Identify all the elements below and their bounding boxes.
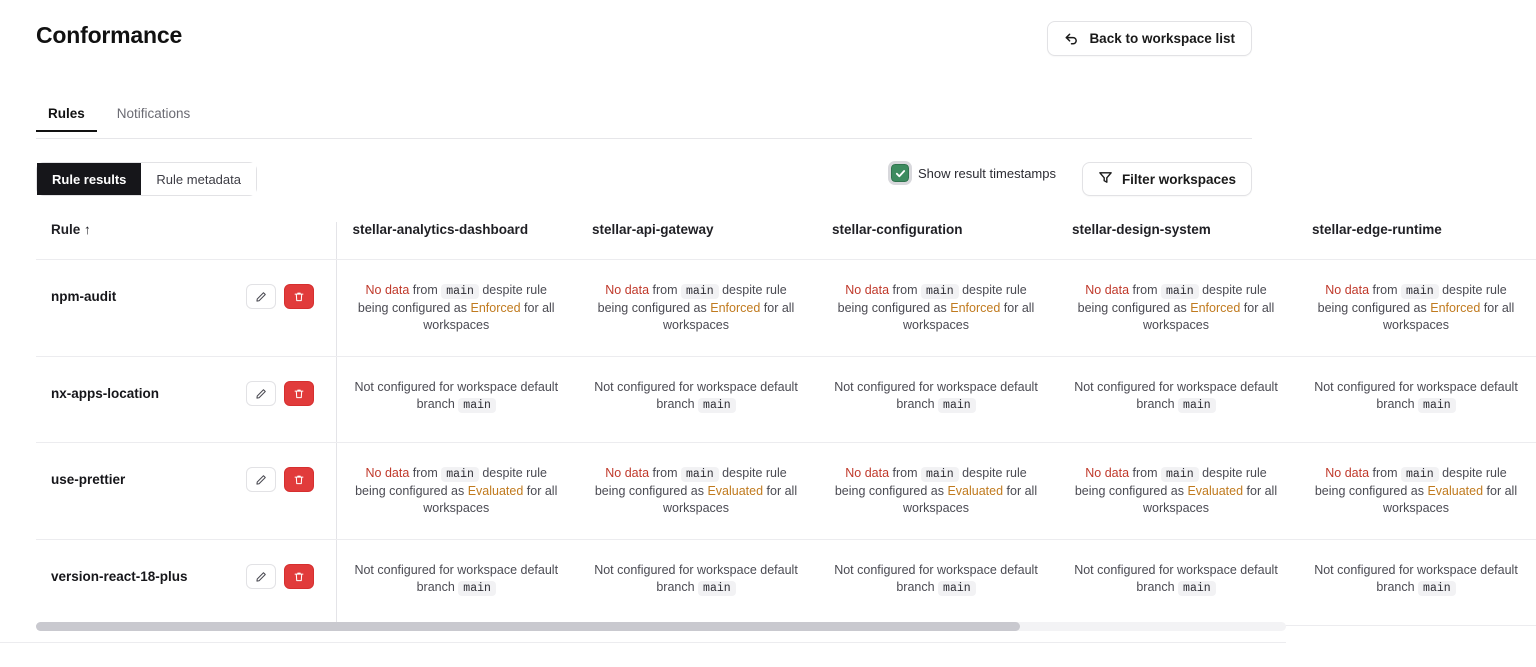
branch-tag: main [1418, 581, 1456, 596]
delete-rule-button[interactable] [284, 564, 314, 589]
result-text: from [892, 466, 918, 480]
not-configured-label: Not configured for workspace default branch [1314, 380, 1518, 411]
result-text: from [1132, 466, 1158, 480]
not-configured-label: Not configured for workspace default branch [1074, 380, 1278, 411]
column-header-workspace[interactable]: stellar-api-gateway [576, 222, 816, 260]
result-text-3: for all workspaces [903, 301, 1035, 332]
rule-actions [246, 284, 314, 309]
result-cell [336, 443, 576, 540]
result-cell [1296, 357, 1536, 443]
result-text-3: for all workspaces [423, 301, 555, 332]
result-cell [336, 540, 576, 626]
result-text: from [652, 283, 678, 297]
branch-tag: main [698, 398, 736, 413]
result-text-2: despite rule being configured as [837, 283, 1027, 315]
branch-tag: main [1401, 284, 1439, 299]
edit-rule-button[interactable] [246, 564, 276, 589]
rule-status-label: Enforced [470, 301, 521, 315]
branch-tag: main [1418, 398, 1456, 413]
rule-actions [246, 467, 314, 492]
result-text-2: despite rule being configured as [834, 466, 1027, 498]
rule-status-label: Enforced [1430, 301, 1481, 315]
not-configured-label: Not configured for workspace default branch [834, 563, 1038, 594]
result-text-2: despite rule being configured as [1077, 283, 1267, 315]
result-text-2: despite rule being configured as [355, 466, 547, 498]
not-configured-label: Not configured for workspace default branch [354, 563, 559, 594]
rule-name: nx-apps-location [51, 386, 160, 401]
rule-status-label: Evaluated [1427, 484, 1484, 498]
rule-name: npm-audit [51, 289, 117, 304]
back-button-label: Back to workspace list [1089, 31, 1235, 46]
back-to-workspace-list-button[interactable] [1047, 21, 1252, 56]
page-title: Conformance [36, 22, 183, 48]
not-configured-label: Not configured for workspace default branch [354, 380, 559, 411]
result-cell [816, 260, 1056, 357]
table-body [36, 260, 1536, 626]
branch-tag: main [1161, 284, 1199, 299]
result-cell [1296, 260, 1536, 357]
rule-status-label: Enforced [950, 301, 1001, 315]
segment-rule-metadata[interactable]: Rule metadata [141, 163, 256, 195]
result-text-2: despite rule being configured as [597, 283, 787, 315]
result-text: from [1372, 283, 1398, 297]
result-cell [1296, 540, 1536, 626]
result-cell [336, 357, 576, 443]
delete-rule-button[interactable] [284, 381, 314, 406]
show-timestamps-label: Show result timestamps [918, 165, 1056, 181]
rule-status-label: Evaluated [467, 484, 524, 498]
bottom-divider [0, 642, 1286, 643]
result-cell [1296, 443, 1536, 540]
result-cell [576, 260, 816, 357]
filter-icon [1098, 170, 1113, 188]
rule-status-label: Evaluated [707, 484, 764, 498]
rule-cell [36, 443, 336, 540]
table-toolbar [36, 162, 1252, 196]
not-configured-label: Not configured for workspace default branch [834, 380, 1038, 411]
result-text-2: despite rule being configured as [1074, 466, 1267, 498]
table-row [36, 357, 1536, 443]
branch-tag: main [1178, 581, 1216, 596]
branch-tag: main [458, 398, 496, 413]
result-text-3: for all workspaces [1383, 484, 1518, 515]
result-text-3: for all workspaces [663, 484, 798, 515]
result-text: from [652, 466, 678, 480]
result-text: from [892, 283, 918, 297]
result-text: from [1132, 283, 1158, 297]
sort-ascending-icon: ↑ [84, 222, 91, 237]
no-data-label: No data [365, 466, 410, 480]
branch-tag: main [938, 581, 976, 596]
not-configured-label: Not configured for workspace default branch [594, 380, 798, 411]
branch-tag: main [441, 284, 479, 299]
no-data-label: No data [1325, 283, 1370, 297]
table-head [36, 222, 1536, 260]
column-header-workspace[interactable]: stellar-configuration [816, 222, 1056, 260]
edit-rule-button[interactable] [246, 467, 276, 492]
column-header-workspace[interactable]: stellar-edge-runtime [1296, 222, 1536, 260]
rules-table-container [36, 222, 1518, 627]
result-cell [1056, 540, 1296, 626]
not-configured-label: Not configured for workspace default branch [594, 563, 798, 594]
segment-rule-results[interactable]: Rule results [37, 163, 141, 195]
branch-tag: main [681, 467, 719, 482]
rule-name: version-react-18-plus [51, 569, 188, 584]
tab-rules[interactable]: Rules [36, 106, 97, 132]
horizontal-scrollbar-thumb[interactable] [36, 622, 1020, 631]
tab-notifications[interactable]: Notifications [105, 106, 203, 132]
result-cell [576, 443, 816, 540]
branch-tag: main [1161, 467, 1199, 482]
rule-status-label: Enforced [1190, 301, 1241, 315]
rule-status-label: Evaluated [947, 484, 1004, 498]
rules-table [36, 222, 1536, 626]
branch-tag: main [698, 581, 736, 596]
result-text-3: for all workspaces [1143, 301, 1275, 332]
result-cell [336, 260, 576, 357]
result-cell [1056, 443, 1296, 540]
not-configured-label: Not configured for workspace default branch [1074, 563, 1278, 594]
result-text-3: for all workspaces [423, 484, 558, 515]
horizontal-scrollbar-track[interactable] [36, 622, 1286, 631]
rule-cell [36, 357, 336, 443]
branch-tag: main [458, 581, 496, 596]
result-text: from [1372, 466, 1398, 480]
branch-tag: main [1178, 398, 1216, 413]
rule-actions [246, 381, 314, 406]
result-cell [576, 357, 816, 443]
delete-rule-button[interactable] [284, 284, 314, 309]
no-data-label: No data [845, 283, 890, 297]
branch-tag: main [921, 284, 959, 299]
result-text-3: for all workspaces [1383, 301, 1515, 332]
table-row [36, 443, 1536, 540]
no-data-label: No data [1085, 283, 1130, 297]
view-mode-segmented-control [36, 162, 257, 196]
table-row [36, 260, 1536, 357]
branch-tag: main [938, 398, 976, 413]
edit-rule-button[interactable] [246, 284, 276, 309]
result-text-2: despite rule being configured as [1317, 283, 1507, 315]
result-text-2: despite rule being configured as [1314, 466, 1507, 498]
result-text-3: for all workspaces [663, 301, 795, 332]
branch-tag: main [1401, 467, 1439, 482]
edit-rule-button[interactable] [246, 381, 276, 406]
rule-actions [246, 564, 314, 589]
filter-button-label: Filter workspaces [1121, 171, 1236, 187]
rule-cell [36, 260, 336, 357]
table-header-row [36, 222, 1536, 260]
column-header-workspace[interactable]: stellar-analytics-dashboard [336, 222, 576, 260]
no-data-label: No data [845, 466, 890, 480]
main-tabs [36, 106, 1252, 139]
result-text: from [412, 466, 438, 480]
result-text-2: despite rule being configured as [594, 466, 787, 498]
filter-workspaces-button[interactable] [1082, 162, 1252, 196]
back-arrow-icon [1064, 31, 1079, 46]
not-configured-label: Not configured for workspace default branch [1314, 563, 1518, 594]
no-data-label: No data [365, 283, 410, 297]
result-text-2: despite rule being configured as [357, 283, 547, 315]
delete-rule-button[interactable] [284, 467, 314, 492]
branch-tag: main [681, 284, 719, 299]
rule-status-label: Enforced [710, 301, 761, 315]
column-header-rule-label: Rule [51, 222, 81, 237]
result-cell [1056, 357, 1296, 443]
no-data-label: No data [605, 466, 650, 480]
result-text-3: for all workspaces [1143, 484, 1278, 515]
result-text-3: for all workspaces [903, 484, 1038, 515]
no-data-label: No data [605, 283, 650, 297]
no-data-label: No data [1085, 466, 1130, 480]
column-header-rule[interactable] [36, 222, 336, 260]
rule-status-label: Evaluated [1187, 484, 1244, 498]
result-cell [816, 540, 1056, 626]
page-header [0, 0, 1286, 78]
rule-name: use-prettier [51, 472, 126, 487]
result-cell [816, 443, 1056, 540]
branch-tag: main [441, 467, 479, 482]
result-cell [816, 357, 1056, 443]
result-cell [1056, 260, 1296, 357]
column-header-workspace[interactable]: stellar-design-system [1056, 222, 1296, 260]
result-cell [576, 540, 816, 626]
no-data-label: No data [1325, 466, 1370, 480]
show-result-timestamps-control [891, 164, 1056, 182]
table-row [36, 540, 1536, 626]
rule-cell [36, 540, 336, 626]
branch-tag: main [921, 467, 959, 482]
result-text: from [412, 283, 438, 297]
show-timestamps-checkbox[interactable] [891, 164, 909, 182]
